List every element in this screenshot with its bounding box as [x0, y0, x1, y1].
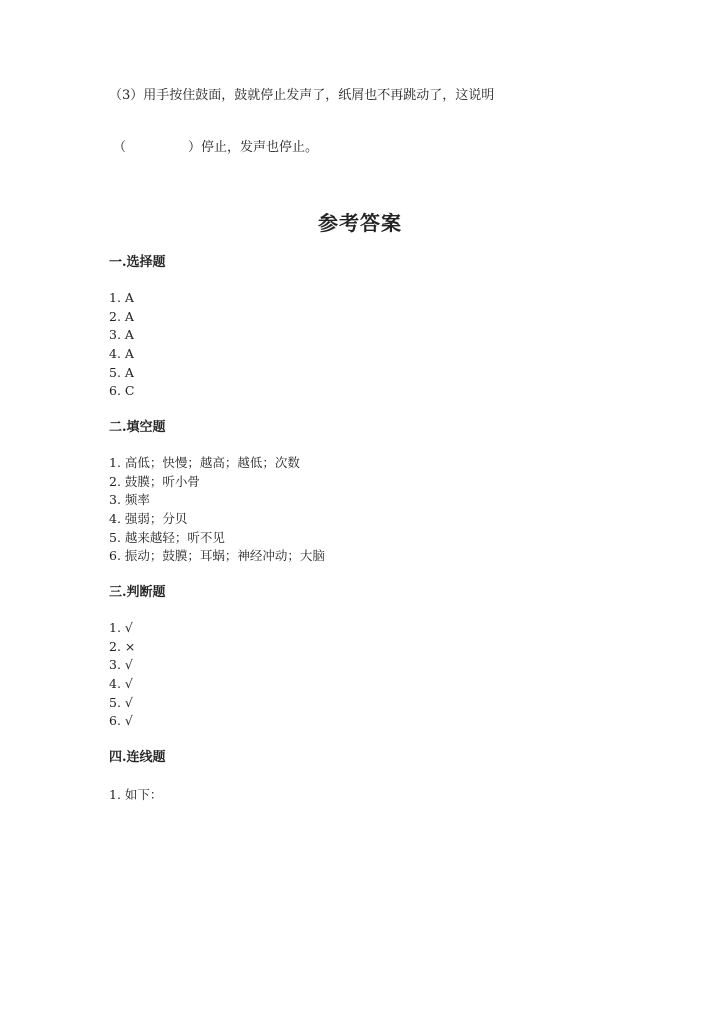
answer-blank-open: （ — [113, 140, 127, 155]
list-item: 1. A — [109, 290, 134, 305]
answer-list-choice — [109, 289, 134, 401]
answer-list-fill-blank — [109, 454, 325, 566]
question-3-line-2-text: ）停止，发声也停止。 — [188, 140, 319, 155]
answer-list-true-false — [109, 619, 135, 731]
list-item: 1. 高低；快慢；越高；越低；次数 — [109, 455, 300, 470]
list-item: 6. 振动；鼓膜；耳蜗；神经冲动；大脑 — [109, 548, 325, 564]
list-item: 4. √ — [109, 676, 133, 692]
list-item: 5. A — [109, 364, 134, 380]
question-3-line-1: （3）用手按住鼓面，鼓就停止发声了，纸屑也不再跳动了，这说明 — [109, 88, 495, 103]
list-item: 4. 强弱；分贝 — [109, 511, 188, 527]
list-item: 1. 如下： — [109, 787, 163, 802]
answer-title: 参考答案 — [318, 211, 402, 235]
list-item: 6. √ — [109, 713, 133, 729]
answer-list-matching — [109, 786, 162, 805]
section-heading-true-false: 三.判断题 — [109, 585, 166, 600]
list-item: 5. √ — [109, 694, 133, 710]
section-heading-matching: 四.连线题 — [109, 750, 166, 765]
list-item: 3. √ — [109, 657, 133, 673]
section-heading-fill-blank: 二.填空题 — [109, 420, 166, 435]
section-heading-choice: 一.选择题 — [109, 255, 166, 270]
list-item: 5. 越来越轻；听不见 — [109, 529, 225, 545]
list-item: 2. 鼓膜；听小骨 — [109, 473, 200, 489]
list-item: 1. √ — [109, 620, 133, 635]
list-item: 2. × — [109, 638, 136, 654]
list-item: 2. A — [109, 308, 134, 324]
list-item: 3. 频率 — [109, 492, 150, 508]
list-item: 3. A — [109, 327, 134, 343]
list-item: 6. C — [109, 383, 135, 399]
list-item: 4. A — [109, 346, 134, 362]
question-3-line-2 — [113, 140, 318, 156]
